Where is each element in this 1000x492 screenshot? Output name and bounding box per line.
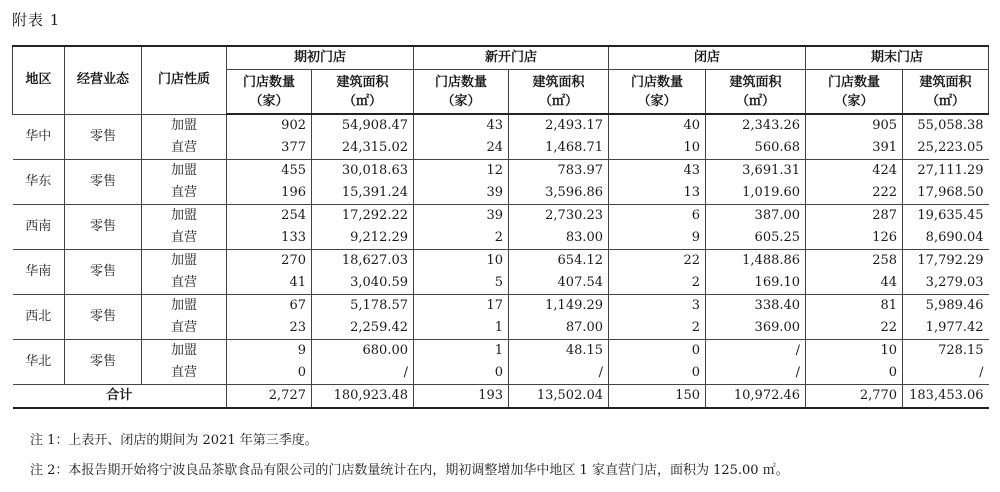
value-cell: 17 [414, 295, 509, 318]
table-row [13, 272, 989, 295]
value-cell: 41 [227, 272, 312, 295]
table-row [13, 295, 989, 318]
value-cell: 196 [227, 182, 312, 205]
region-cell: 西北 [13, 295, 65, 340]
total-value: 150 [609, 385, 706, 409]
value-cell: 5 [414, 272, 509, 295]
value-cell: 9 [609, 227, 706, 250]
value-cell: 424 [806, 160, 903, 183]
footnote-2: 注 2：本报告期开始将宁波良品茶歇食品有限公司的门店数量统计在内，期初调整增加华中地区 1 家直营门店，面积为 125.00 ㎡。 [30, 463, 789, 478]
table-row [13, 182, 989, 205]
value-cell: 83.00 [509, 227, 609, 250]
store-type-cell: 直营 [142, 317, 227, 340]
value-cell: 48.15 [509, 340, 609, 363]
header-area-unit: （㎡） [539, 93, 579, 109]
header-area-unit: （㎡） [736, 93, 776, 109]
store-type-cell: 加盟 [142, 250, 227, 273]
business-cell: 零售 [65, 160, 142, 205]
table-title: 附表 1 [12, 11, 61, 29]
value-cell: 81 [806, 295, 903, 318]
header-count-unit: （家） [441, 93, 481, 109]
header-region: 地区 [13, 46, 65, 114]
value-cell: 15,391.24 [312, 182, 414, 205]
region-cell: 华南 [13, 250, 65, 295]
header-area-label: 建筑面积 [729, 74, 782, 90]
business-cell: 零售 [65, 205, 142, 250]
value-cell: 25,223.05 [903, 137, 989, 160]
header-count-label: 门店数量 [242, 74, 295, 90]
value-cell: 24 [414, 137, 509, 160]
table-row [13, 114, 989, 137]
table-row [13, 362, 989, 385]
region-cell: 华中 [13, 114, 65, 160]
value-cell: 1,149.29 [509, 295, 609, 318]
value-cell: 3,691.31 [706, 160, 806, 183]
value-cell: 287 [806, 205, 903, 228]
value-cell: 30,018.63 [312, 160, 414, 183]
header-area-label: 建筑面积 [532, 74, 585, 90]
value-cell: 387.00 [706, 205, 806, 228]
value-cell: 43 [414, 114, 509, 137]
value-cell: 1,977.42 [903, 317, 989, 340]
value-cell: 905 [806, 114, 903, 137]
value-cell: 0 [806, 362, 903, 385]
value-cell: 3,279.03 [903, 272, 989, 295]
value-cell: 2 [609, 272, 706, 295]
table-row [13, 137, 989, 160]
value-cell: / [312, 362, 414, 385]
region-cell: 西南 [13, 205, 65, 250]
value-cell: 39 [414, 182, 509, 205]
value-cell: 5,989.46 [903, 295, 989, 318]
value-cell: 680.00 [312, 340, 414, 363]
store-type-cell: 直营 [142, 227, 227, 250]
value-cell: 44 [806, 272, 903, 295]
value-cell: 24,315.02 [312, 137, 414, 160]
value-cell: 169.10 [706, 272, 806, 295]
footnote-1: 注 1：上表开、闭店的期间为 2021 年第三季度。 [30, 433, 318, 448]
store-type-cell: 加盟 [142, 160, 227, 183]
value-cell: / [509, 362, 609, 385]
value-cell: 22 [806, 317, 903, 340]
value-cell: 17,968.50 [903, 182, 989, 205]
header-area-cell [903, 70, 989, 115]
store-type-cell: 直营 [142, 137, 227, 160]
store-type-cell: 加盟 [142, 114, 227, 137]
value-cell: 0 [414, 362, 509, 385]
header-area-unit: （㎡） [926, 93, 966, 109]
total-value: 2,727 [227, 385, 312, 409]
table-row [13, 205, 989, 228]
value-cell: / [903, 362, 989, 385]
header-store-type: 门店性质 [142, 46, 227, 114]
value-cell: / [706, 362, 806, 385]
value-cell: 377 [227, 137, 312, 160]
value-cell: 3,040.59 [312, 272, 414, 295]
business-cell: 零售 [65, 340, 142, 385]
value-cell: 17,292.22 [312, 205, 414, 228]
store-type-cell: 加盟 [142, 340, 227, 363]
value-cell: 10 [609, 137, 706, 160]
value-cell: 9 [227, 340, 312, 363]
table-row [13, 250, 989, 273]
value-cell: 39 [414, 205, 509, 228]
value-cell: 1 [414, 340, 509, 363]
region-cell: 华东 [13, 160, 65, 205]
value-cell: 2 [414, 227, 509, 250]
value-cell: 455 [227, 160, 312, 183]
value-cell: 5,178.57 [312, 295, 414, 318]
value-cell: 1,488.86 [706, 250, 806, 273]
header-count-label: 门店数量 [631, 74, 684, 90]
value-cell: 1 [414, 317, 509, 340]
header-count-cell [227, 70, 312, 115]
total-value: 13,502.04 [509, 385, 609, 409]
header-count-cell [806, 70, 903, 115]
value-cell: 10 [414, 250, 509, 273]
value-cell: 126 [806, 227, 903, 250]
table-row [13, 340, 989, 363]
value-cell: 369.00 [706, 317, 806, 340]
header-count-label: 门店数量 [828, 74, 881, 90]
value-cell: 783.97 [509, 160, 609, 183]
value-cell: 19,635.45 [903, 205, 989, 228]
value-cell: 728.15 [903, 340, 989, 363]
store-type-cell: 加盟 [142, 295, 227, 318]
header-group-new: 新开门店 [414, 46, 609, 70]
table-row [13, 317, 989, 340]
header-count-cell [414, 70, 509, 115]
header-count-label: 门店数量 [435, 74, 488, 90]
business-cell: 零售 [65, 295, 142, 340]
total-row [13, 385, 989, 409]
value-cell: 1,468.71 [509, 137, 609, 160]
value-cell: 0 [609, 340, 706, 363]
value-cell: 902 [227, 114, 312, 137]
value-cell: 12 [414, 160, 509, 183]
header-area-label: 建筑面积 [336, 74, 389, 90]
value-cell: 338.40 [706, 295, 806, 318]
value-cell: 27,111.29 [903, 160, 989, 183]
header-group-closed: 闭店 [609, 46, 806, 70]
footnotes [30, 432, 789, 492]
total-label: 合计 [13, 385, 227, 409]
value-cell: 3,596.86 [509, 182, 609, 205]
value-cell: 560.68 [706, 137, 806, 160]
header-count-unit: （家） [834, 93, 874, 109]
value-cell: / [706, 340, 806, 363]
value-cell: 133 [227, 227, 312, 250]
value-cell: 2 [609, 317, 706, 340]
value-cell: 2,343.26 [706, 114, 806, 137]
header-area-label: 建筑面积 [919, 74, 972, 90]
value-cell: 23 [227, 317, 312, 340]
value-cell: 2,493.17 [509, 114, 609, 137]
value-cell: 3 [609, 295, 706, 318]
store-statistics-table [12, 45, 989, 409]
value-cell: 2,259.42 [312, 317, 414, 340]
business-cell: 零售 [65, 250, 142, 295]
header-area-cell [706, 70, 806, 115]
value-cell: 654.12 [509, 250, 609, 273]
header-group-ending: 期末门店 [806, 46, 989, 70]
value-cell: 2,730.23 [509, 205, 609, 228]
total-value: 193 [414, 385, 509, 409]
store-type-cell: 直营 [142, 272, 227, 295]
table-row [13, 160, 989, 183]
store-type-cell: 加盟 [142, 205, 227, 228]
header-group-opening: 期初门店 [227, 46, 414, 70]
header-count-unit: （家） [637, 93, 677, 109]
business-cell: 零售 [65, 114, 142, 160]
header-count-unit: （家） [249, 93, 289, 109]
value-cell: 6 [609, 205, 706, 228]
total-value: 2,770 [806, 385, 903, 409]
header-area-cell [509, 70, 609, 115]
value-cell: 270 [227, 250, 312, 273]
value-cell: 87.00 [509, 317, 609, 340]
store-type-cell: 直营 [142, 362, 227, 385]
header-count-cell [609, 70, 706, 115]
value-cell: 10 [806, 340, 903, 363]
value-cell: 222 [806, 182, 903, 205]
value-cell: 258 [806, 250, 903, 273]
value-cell: 13 [609, 182, 706, 205]
value-cell: 40 [609, 114, 706, 137]
header-area-cell [312, 70, 414, 115]
value-cell: 17,792.29 [903, 250, 989, 273]
value-cell: 0 [227, 362, 312, 385]
total-value: 180,923.48 [312, 385, 414, 409]
value-cell: 391 [806, 137, 903, 160]
value-cell: 55,058.38 [903, 114, 989, 137]
table-row [13, 227, 989, 250]
value-cell: 8,690.04 [903, 227, 989, 250]
value-cell: 1,019.60 [706, 182, 806, 205]
value-cell: 0 [609, 362, 706, 385]
value-cell: 67 [227, 295, 312, 318]
value-cell: 54,908.47 [312, 114, 414, 137]
value-cell: 18,627.03 [312, 250, 414, 273]
header-area-unit: （㎡） [343, 93, 383, 109]
value-cell: 254 [227, 205, 312, 228]
header-business: 经营业态 [65, 46, 142, 114]
total-value: 183,453.06 [903, 385, 989, 409]
value-cell: 605.25 [706, 227, 806, 250]
value-cell: 407.54 [509, 272, 609, 295]
total-value: 10,972.46 [706, 385, 806, 409]
value-cell: 43 [609, 160, 706, 183]
region-cell: 华北 [13, 340, 65, 385]
store-type-cell: 直营 [142, 182, 227, 205]
value-cell: 22 [609, 250, 706, 273]
value-cell: 9,212.29 [312, 227, 414, 250]
